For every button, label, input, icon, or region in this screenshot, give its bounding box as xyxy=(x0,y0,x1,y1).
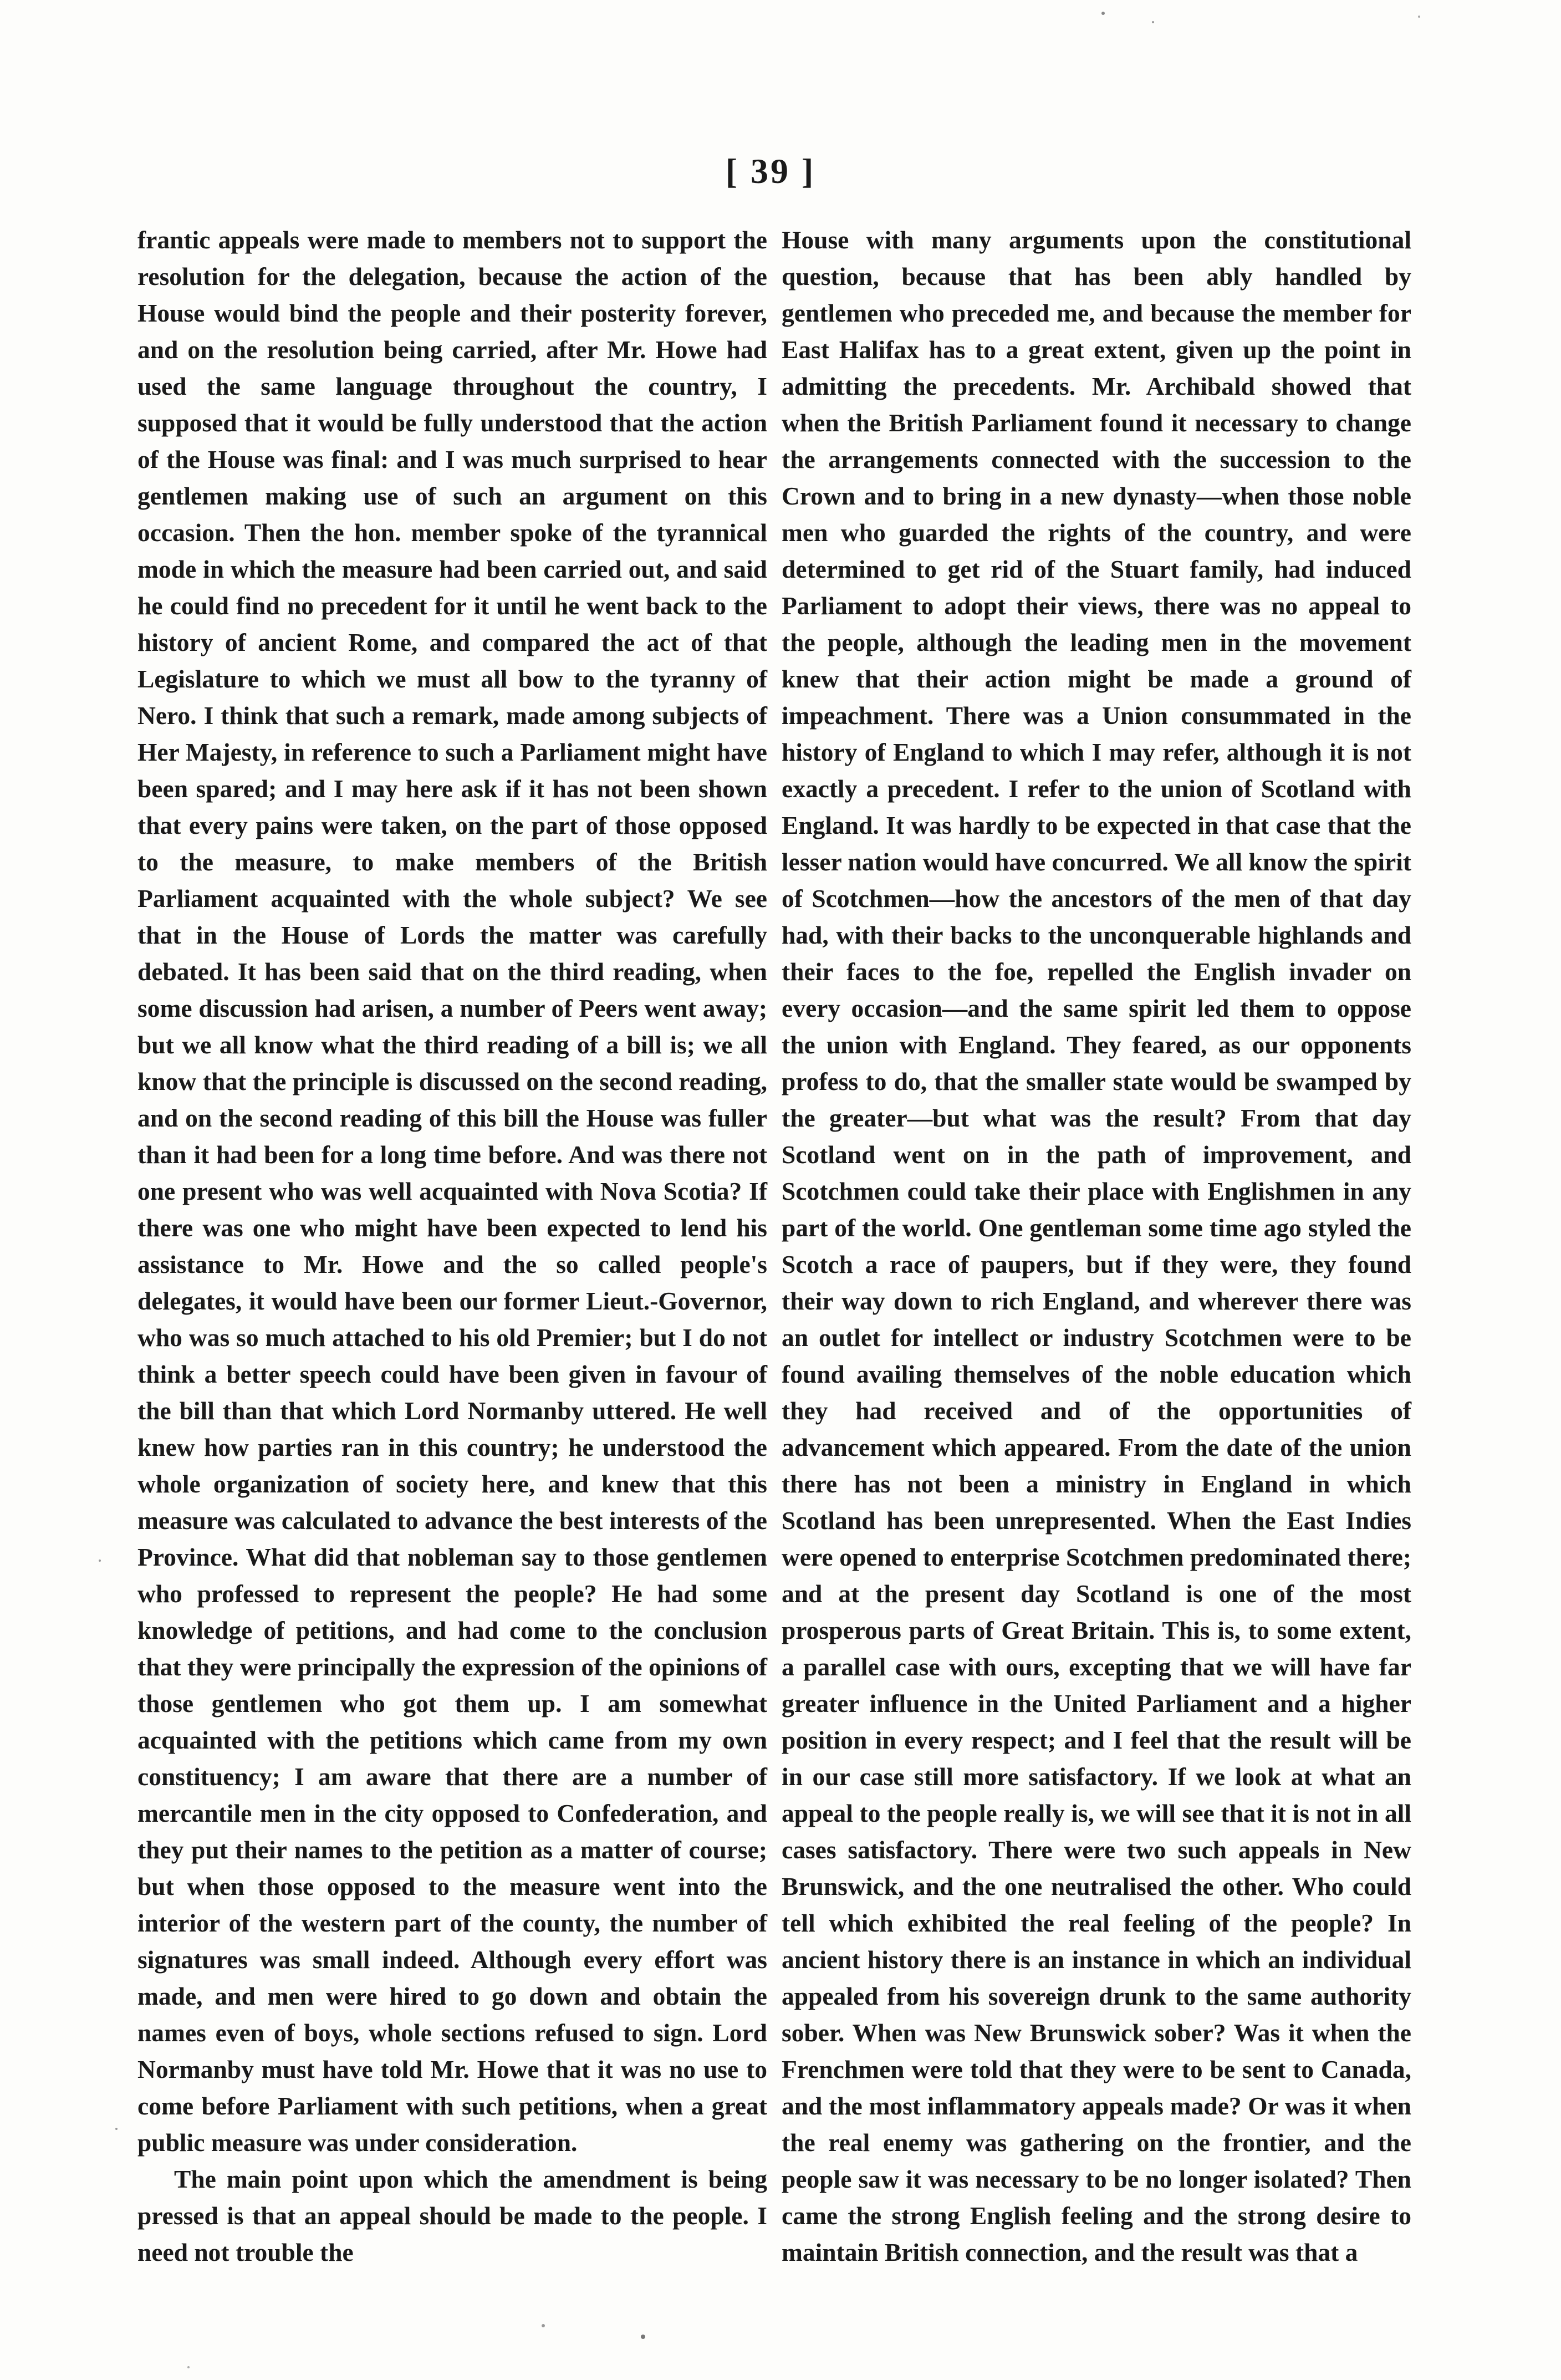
left-column xyxy=(137,222,767,2266)
right-paragraph-1: House with many arguments upon the constitutional question, because that has been ably handled by gentlemen who preceded me, and because the member for East Halifax has to a great extent, given up the point in admitting the precedents. Mr. Archibald showed that when the British Parliament found it necessary to change the arrangements connected with the succession to the Crown and to bring in a new dynasty—when those noble men who guarded the rights of the country, and were determined to get rid of the Stuart family, had induced Parliament to adopt their views, there was no appeal to the people, although the leading men in the movement knew that their action might be made a ground of impeachment. There was a Union consummated in the history of England to which I may refer, although it is not exactly a precedent. I refer to the union of Scotland with England. It was hardly to be expected in that case that the lesser nation would have concurred. We all know the spirit of Scotchmen—how the ancestors of the men of that day had, with their backs to the unconquerable highlands and their faces to the foe, repelled the English invader on every occasion—and the same spirit led them to oppose the union with England. They feared, as our opponents profess to do, that the smaller state would be swamped by the greater—but what was the result? From that day Scotland went on in the path of improvement, and Scotchmen could take their place with Englishmen in any part of the world. One gentleman some time ago styled the Scotch a race of paupers, but if they were, they found their way down to rich England, and wherever there was an outlet for intellect or industry Scotchmen were to be found availing themselves of the noble education which they had received and of the opportunities of advancement which appeared. From the date of the union there has not been a ministry in England in which Scotland has been unrepresented. When the East Indies were opened to enterprise Scotchmen predominated there; and at the present day Scotland is one of the most prosperous parts of Great Britain. This is, to some extent, a parallel case with ours, excepting that we will have far greater influence in the United Parliament and a higher position in every respect; and I feel that the result will be in our case still more satisfactory. If we look at what an appeal to the people really is, we will see that it is not in all cases satisfactory. There were two such appeals in New Brunswick, and the one neutralised the other. Who could tell which exhibited the real feeling of the people? In ancient history there is an instance in which an individual appealed from his sovereign drunk to the same authority sober. When was New Brunswick sober? Was it when the Frenchmen were told that they were to be sent to Canada, and the most inflammatory appeals made? Or was it when the real enemy was gathering on the frontier, and the people saw it was necessary to be no longer isolated? Then came the strong English feeling and the strong desire to maintain British connection, and the result was that a xyxy=(782,226,1411,2266)
page-number: [ 39 ] xyxy=(725,151,816,191)
right-column xyxy=(782,222,1411,2266)
left-paragraph-2: The main point upon which the amendment is being pressed is that an appeal should be made to the people. I need not trouble the xyxy=(137,2165,767,2266)
left-paragraph-1: frantic appeals were made to members not to support the resolution for the delegation, because the action of the House would bind the people and their posterity forever, and on the resolution being carried, after Mr. Howe had used the same language throughout the country, I supposed that it would be fully understood that the action of the House was final: and I was much surprised to hear gentlemen making use of such an argument on this occasion. Then the hon. member spoke of the tyrannical mode in which the measure had been carried out, and said he could find no precedent for it until he went back to the history of ancient Rome, and compared the act of that Legislature to which we must all bow to the tyranny of Nero. I think that such a remark, made among subjects of Her Majesty, in reference to such a Parliament might have been spared; and I may here ask if it has not been shown that every pains were taken, on the part of those opposed to the measure, to make members of the British Parliament acquainted with the whole subject? We see that in the House of Lords the matter was carefully debated. It has been said that on the third reading, when some discussion had arisen, a number of Peers went away; but we all know what the third reading of a bill is; we all know that the principle is discussed on the second reading, and on the second reading of this bill the House was fuller than it had been for a long time before. And was there not one present who was well acquainted with Nova Scotia? If there was one who might have been expected to lend his assistance to Mr. Howe and the so called people's delegates, it would have been our former Lieut.-Governor, who was so much attached to his old Premier; but I do not think a better speech could have been given in favour of the bill than that which Lord Normanby uttered. He well knew how parties ran in this country; he understood the whole organization of society here, and knew that this measure was calculated to advance the best interests of the Province. What did that nobleman say to those gentlemen who professed to represent the people? He had some knowledge of petitions, and had come to the conclusion that they were principally the expression of the opinions of those gentlemen who got them up. I am somewhat acquainted with the petitions which came from my own constituency; I am aware that there are a number of mercantile men in the city opposed to Confederation, and they put their names to the petition as a matter of course; but when those opposed to the measure went into the interior of the western part of the county, the number of signatures was small indeed. Although every effort was made, and men were hired to go down and obtain the names even of boys, whole sections refused to sign. Lord Normanby must have told Mr. Howe that it was no use to come before Parliament with such petitions, when a great public measure was under consideration. xyxy=(137,226,767,2157)
